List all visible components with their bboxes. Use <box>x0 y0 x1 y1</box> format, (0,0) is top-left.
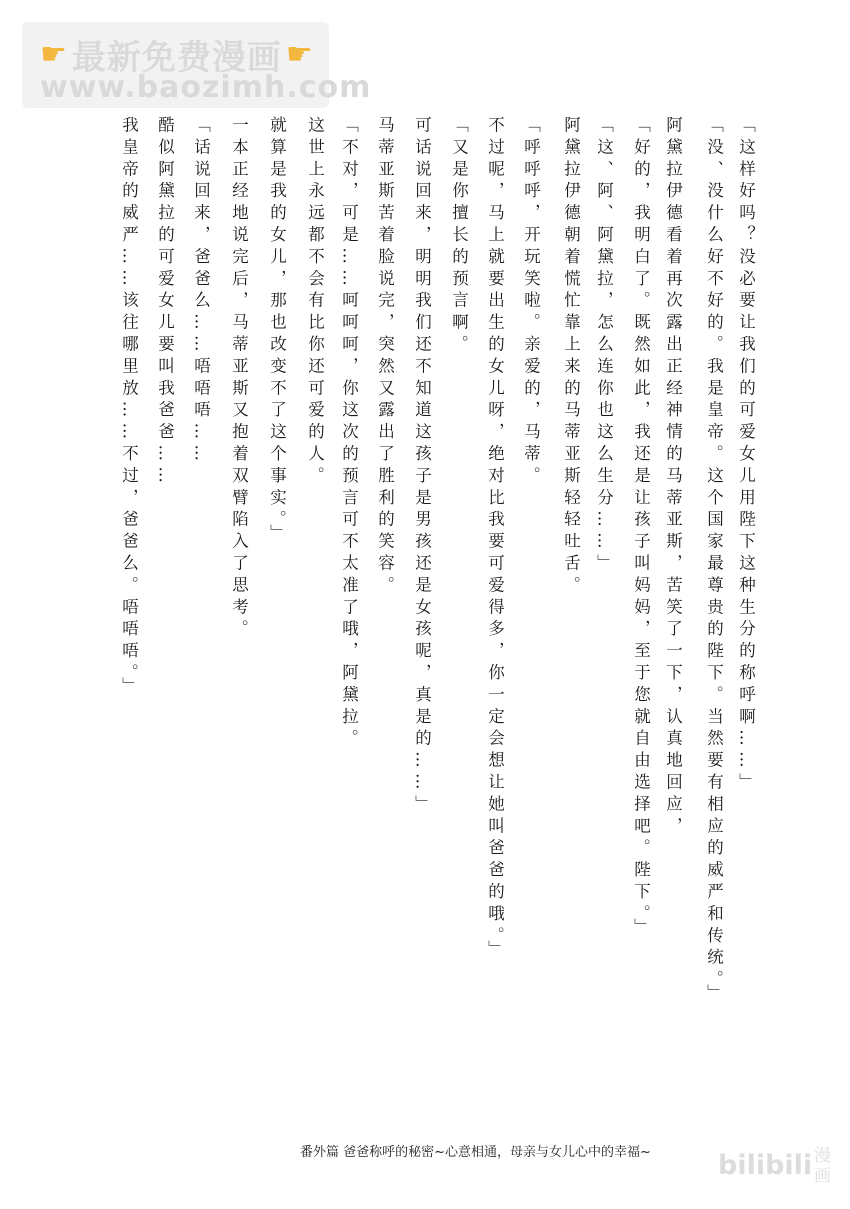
text-column: 「没、没什么好不好的。我是皇帝。这个国家最尊贵的陛下。当然要有相应的威严和传统。」 <box>704 116 724 1006</box>
pointing-hand-icon: ☛ <box>285 37 314 72</box>
watermark-title: 最新免费漫画 <box>71 38 282 78</box>
text-column: 酷似阿黛拉的可爱女儿要叫我爸爸…… <box>155 116 175 489</box>
logo-text: bilibili <box>718 1150 813 1181</box>
pointing-hand-icon: ☛ <box>40 37 68 72</box>
bilibili-manga-logo <box>718 1146 836 1192</box>
text-column: 马蒂亚斯苦着脸说完，突然又露出了胜利的笑容。 <box>375 116 395 598</box>
text-column: 「好的，我明白了。既然如此，我还是让孩子叫妈妈，至于您就自由选择吧。陛下。」 <box>631 116 651 940</box>
text-column: 就算是我的女儿，那也改变不了这个事实。」 <box>267 116 287 546</box>
text-column: 不过呢，马上就要出生的女儿呀，绝对比我要可爱得多，你一定会想让她叫爸爸的哦。」 <box>485 116 505 962</box>
text-column: 「不对，可是……呵呵呵，你这次的预言可不太准了哦，阿黛拉。 <box>339 116 359 752</box>
text-column: 「话说回来，爸爸么……唔唔唔…… <box>191 116 211 467</box>
watermark-banner <box>22 22 372 108</box>
text-column: 我皇帝的威严……该往哪里放……不过，爸爸么。唔唔唔。」 <box>119 116 139 700</box>
text-column: 「又是你擅长的预言啊。 <box>449 116 469 357</box>
text-column: 「呼呼呼，开玩笑啦。亲爱的，马蒂。 <box>521 116 541 489</box>
text-column: 这世上永远都不会有比你还可爱的人。 <box>305 116 325 489</box>
text-column: 阿黛拉伊德朝着慌忙靠上来的马蒂亚斯轻轻吐舌。 <box>561 116 581 598</box>
text-column: 阿黛拉伊德看着再次露出正经神情的马蒂亚斯，苦笑了一下，认真地回应， <box>663 116 683 839</box>
logo-subtext: 漫画 <box>814 1146 831 1186</box>
watermark-url: www.baozimh.com <box>40 70 372 105</box>
text-column: 「这、阿、阿黛拉，怎么连你也这么生分……」 <box>594 116 614 576</box>
chapter-caption: 番外篇 爸爸称呼的秘密~心意相通，母亲与女儿心中的幸福~ <box>300 1145 651 1160</box>
text-column: 一本正经地说完后，马蒂亚斯又抱着双臂陷入了思考。 <box>229 116 249 642</box>
text-column: 可话说回来，明明我们还不知道这孩子是男孩还是女孩呢，真是的……」 <box>412 116 432 817</box>
text-column: 「这样好吗？没必要让我们的可爱女儿用陛下这种生分的称呼啊……」 <box>736 116 756 795</box>
